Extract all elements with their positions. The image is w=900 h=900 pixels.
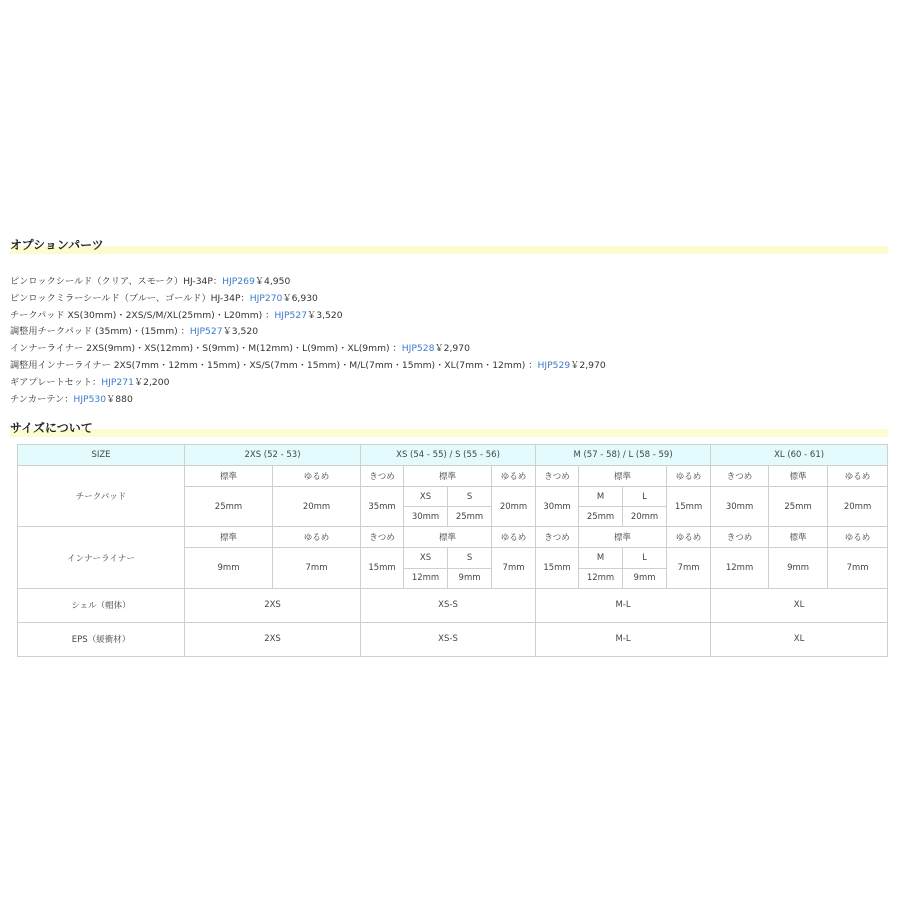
cell-value: 15mm (536, 548, 579, 588)
part-code-link[interactable]: HJP528 (401, 343, 435, 355)
cell-value: 9mm (185, 548, 273, 588)
sub-size-m: M (579, 487, 623, 507)
cell-value: M-L (536, 622, 711, 656)
cell-value: 9mm (448, 568, 492, 588)
fit-standard: 標準 (404, 527, 492, 548)
cell-value: 20mm (492, 487, 536, 527)
cell-value: 7mm (492, 548, 536, 588)
part-code-link[interactable]: HJP530 (73, 393, 107, 405)
cheek-pad-label: チークパッド (18, 466, 185, 527)
part-name: 調整用インナーライナー 2XS(7mm・12mm・15mm)・XS/S(7mm・15mm)・M/L(7mm・15mm)・XL(7mm・12mm) ： (10, 359, 538, 371)
cell-value: 9mm (623, 568, 667, 588)
part-price: ￥880 (106, 393, 133, 405)
part-code-link[interactable]: HJP269 (222, 276, 255, 287)
part-price: ￥2,970 (570, 359, 606, 371)
fit-standard: 標準 (769, 527, 828, 548)
cell-value: 35mm (361, 487, 404, 527)
cell-value: XS-S (361, 588, 536, 622)
cell-value: 25mm (185, 487, 273, 527)
options-heading: オプションパーツ (10, 238, 888, 254)
part-price: ￥3,520 (307, 309, 343, 321)
cell-value: 7mm (667, 548, 711, 588)
fit-standard: 標準 (579, 527, 667, 548)
sub-size-xs: XS (404, 548, 448, 568)
cell-value: XS-S (361, 622, 536, 656)
part-price: ￥2,970 (434, 343, 470, 355)
list-item (10, 375, 870, 392)
cell-value: 9mm (769, 548, 828, 588)
part-code-link[interactable]: HJP270 (249, 292, 283, 304)
fit-tight: きつめ (536, 466, 579, 487)
part-code-link[interactable]: HJP527 (189, 326, 223, 338)
cell-value: 15mm (667, 487, 711, 527)
shell-label: シェル（帽体） (18, 588, 185, 622)
fit-loose: ゆるめ (273, 466, 361, 487)
cell-value: 2XS (185, 588, 361, 622)
list-item (10, 324, 870, 341)
cell-value: 25mm (769, 487, 828, 527)
fit-standard: 標準 (404, 466, 492, 487)
cell-value: 12mm (404, 568, 448, 588)
cell-value: XL (711, 588, 888, 622)
part-name: ギアプレートセット： (10, 376, 102, 388)
sub-size-m: M (579, 548, 623, 568)
cell-value: 25mm (579, 507, 623, 527)
fit-tight: きつめ (361, 527, 404, 548)
size-header-xs-s: XS (54 - 55) / S (55 - 56) (361, 445, 536, 466)
part-price: ￥6,930 (282, 292, 318, 304)
part-name: チンカーテン： (10, 393, 74, 405)
inner-liner-label: インナーライナー (18, 527, 185, 588)
fit-loose: ゆるめ (667, 466, 711, 487)
sub-size-s: S (448, 548, 492, 568)
part-price: ￥3,520 (222, 326, 259, 338)
fit-tight: きつめ (536, 527, 579, 548)
eps-label: EPS（緩衝材） (18, 622, 185, 656)
cell-value: 12mm (711, 548, 769, 588)
list-item (10, 358, 870, 375)
sub-size-l: L (623, 487, 667, 507)
fit-standard: 標準 (185, 527, 273, 548)
cell-value: 7mm (828, 548, 888, 588)
fit-loose: ゆるめ (492, 466, 536, 487)
cell-value: 7mm (273, 548, 361, 588)
list-item (10, 341, 870, 358)
cell-value: 12mm (579, 568, 623, 588)
fit-loose: ゆるめ (828, 527, 888, 548)
sub-size-l: L (623, 548, 667, 568)
list-item (10, 308, 870, 325)
size-heading: サイズについて (10, 421, 888, 437)
cell-value: 20mm (273, 487, 361, 527)
fit-loose: ゆるめ (667, 527, 711, 548)
table-row (18, 622, 888, 656)
table-row (18, 527, 888, 548)
part-price: ￥2,200 (133, 376, 170, 388)
size-header-xl: XL (60 - 61) (711, 445, 888, 466)
fit-standard: 標準 (769, 466, 828, 487)
size-table (17, 444, 888, 657)
options-parts-list (10, 274, 870, 408)
cell-value: 30mm (536, 487, 579, 527)
size-header-label: SIZE (18, 445, 185, 466)
fit-standard: 標準 (579, 466, 667, 487)
table-row (18, 466, 888, 487)
part-code-link[interactable]: HJP271 (101, 376, 134, 388)
cell-value: XL (711, 622, 888, 656)
fit-loose: ゆるめ (273, 527, 361, 548)
cell-value: 2XS (185, 622, 361, 656)
fit-loose: ゆるめ (828, 466, 888, 487)
size-header-2xs: 2XS (52 - 53) (185, 445, 361, 466)
list-item (10, 291, 870, 308)
part-name: ピンロックミラーシールド（ブルー、ゴールド）HJ-34P： (10, 292, 250, 304)
part-name: ピンロックシールド（クリア、スモーク）HJ-34P： (10, 276, 223, 287)
part-name: インナーライナー 2XS(9mm)・XS(12mm)・S(9mm)・M(12mm)・L(9mm)・XL(9mm) ： (10, 343, 402, 355)
cell-value: 25mm (448, 507, 492, 527)
cell-value: 30mm (711, 487, 769, 527)
sub-size-s: S (448, 487, 492, 507)
fit-loose: ゆるめ (492, 527, 536, 548)
list-item (10, 392, 870, 409)
table-row (18, 445, 888, 466)
cell-value: 15mm (361, 548, 404, 588)
cell-value: 20mm (828, 487, 888, 527)
table-row (18, 588, 888, 622)
fit-standard: 標準 (185, 466, 273, 487)
cell-value: M-L (536, 588, 711, 622)
fit-tight: きつめ (361, 466, 404, 487)
cell-value: 20mm (623, 507, 667, 527)
cell-value: 30mm (404, 507, 448, 527)
part-code-link[interactable]: HJP527 (274, 309, 308, 321)
fit-tight: きつめ (711, 466, 769, 487)
part-price: ￥4,950 (254, 276, 291, 287)
list-item (10, 274, 870, 291)
part-code-link[interactable]: HJP529 (537, 359, 571, 371)
fit-tight: きつめ (711, 527, 769, 548)
sub-size-xs: XS (404, 487, 448, 507)
size-header-m-l: M (57 - 58) / L (58 - 59) (536, 445, 711, 466)
part-name: チークパッド XS(30mm)・2XS/S/M/XL(25mm)・L20mm) ： (10, 309, 275, 321)
part-name: 調整用チークパッド (35mm)・(15mm) ： (10, 326, 190, 338)
